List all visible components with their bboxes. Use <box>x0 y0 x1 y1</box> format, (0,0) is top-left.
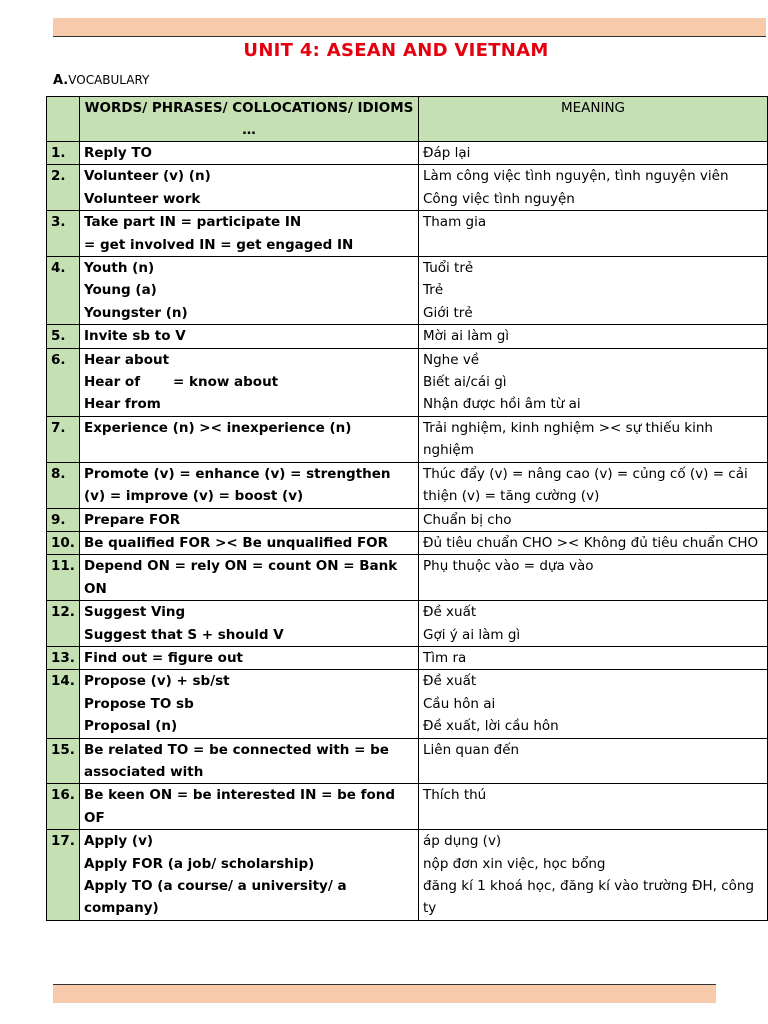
word-phrase: Hear about <box>84 351 170 368</box>
row-number: 5. <box>47 325 80 348</box>
word-phrase: Volunteer work <box>84 190 201 207</box>
word-phrase: Suggest Ving <box>84 604 186 621</box>
page-title: UNIT 4: ASEAN AND VIETNAM <box>243 40 549 61</box>
meaning-text: Liên quan đến <box>423 741 520 758</box>
section-letter: A. <box>53 73 69 88</box>
row-number: 17. <box>47 830 80 921</box>
meaning-cell <box>419 462 768 508</box>
meaning-cell <box>419 555 768 601</box>
word-phrase: Promote (v) = enhance (v) = strengthen (v) = improve (v) = boost (v) <box>84 465 396 505</box>
word-phrase: Youth (n) <box>84 260 155 277</box>
words-cell <box>80 257 419 325</box>
meaning-text: Nhận được hồi âm từ ai <box>423 396 581 413</box>
word-phrase: = get involved IN = get engaged IN <box>84 236 354 253</box>
meaning-text: đăng kí 1 khoá học, đăng kí vào trường ĐH, công ty <box>423 878 755 917</box>
words-cell <box>80 738 419 784</box>
meaning-text: Trẻ <box>423 282 444 299</box>
meaning-text: Tham gia <box>423 214 487 231</box>
table-row <box>47 165 768 211</box>
meaning-text: Gợi ý ai làm gì <box>423 626 521 643</box>
meaning-text: Tuổi trẻ <box>423 260 474 277</box>
word-phrase: Be qualified FOR >< Be unqualified FOR <box>84 534 389 551</box>
table-body <box>47 142 768 921</box>
meaning-text: Đề xuất <box>423 604 477 621</box>
words-cell <box>80 555 419 601</box>
section-heading <box>53 73 149 88</box>
table-row <box>47 325 768 348</box>
meaning-cell <box>419 531 768 554</box>
table-row <box>47 416 768 462</box>
row-number: 9. <box>47 508 80 531</box>
meaning-text: Đủ tiêu chuẩn CHO >< Không đủ tiêu chuẩn CHO <box>423 534 759 551</box>
meaning-text: Đề xuất, lời cầu hôn <box>423 718 559 735</box>
bottom-decorative-band <box>53 984 716 1003</box>
meaning-text: Tìm ra <box>423 649 467 666</box>
table-header-row <box>47 97 768 142</box>
meaning-cell <box>419 165 768 211</box>
word-phrase: Volunteer (v) (n) <box>84 168 211 185</box>
table-row <box>47 211 768 257</box>
number-header <box>47 97 80 142</box>
table-row <box>47 670 768 738</box>
words-cell <box>80 416 419 462</box>
word-phrase: Hear of = know about <box>84 374 279 391</box>
words-cell <box>80 601 419 647</box>
table-row <box>47 142 768 165</box>
row-number: 12. <box>47 601 80 647</box>
meaning-cell <box>419 830 768 921</box>
meaning-text: áp dụng (v) <box>423 833 502 850</box>
meaning-header: MEANING <box>419 97 768 142</box>
meaning-text: Chuẩn bị cho <box>423 511 512 528</box>
words-cell <box>80 830 419 921</box>
meaning-text: Trải nghiệm, kinh nghiệm >< sự thiếu kinh nghiệm <box>423 419 713 459</box>
word-phrase: Hear from <box>84 396 161 413</box>
meaning-cell <box>419 325 768 348</box>
row-number: 2. <box>47 165 80 211</box>
meaning-text: Mời ai làm gì <box>423 328 510 345</box>
row-number: 3. <box>47 211 80 257</box>
meaning-cell <box>419 601 768 647</box>
word-phrase: Propose (v) + sb/st <box>84 673 230 690</box>
word-phrase: Invite sb to V <box>84 328 186 345</box>
table-row <box>47 738 768 784</box>
word-phrase: Apply FOR (a job/ scholarship) <box>84 855 315 872</box>
word-phrase: Prepare FOR <box>84 511 181 528</box>
table-row <box>47 257 768 325</box>
meaning-text: Đáp lại <box>423 145 471 161</box>
words-header: WORDS/ PHRASES/ COLLOCATIONS/ IDIOMS … <box>80 97 419 142</box>
row-number: 15. <box>47 738 80 784</box>
word-phrase: Take part IN = participate IN <box>84 214 302 231</box>
words-cell <box>80 784 419 830</box>
words-cell <box>80 348 419 416</box>
row-number: 4. <box>47 257 80 325</box>
word-phrase: Apply TO (a course/ a university/ a company) <box>84 878 352 917</box>
table-row <box>47 462 768 508</box>
row-number: 6. <box>47 348 80 416</box>
meaning-text: Biết ai/cái gì <box>423 374 507 391</box>
meaning-cell <box>419 142 768 165</box>
table-row <box>47 555 768 601</box>
words-cell <box>80 508 419 531</box>
top-decorative-band <box>53 18 766 37</box>
row-number: 1. <box>47 142 80 165</box>
word-phrase: Be related TO = be connected with = be associated with <box>84 741 394 780</box>
meaning-cell <box>419 257 768 325</box>
meaning-text: Giới trẻ <box>423 304 473 321</box>
meaning-text: Cầu hôn ai <box>423 695 496 712</box>
word-phrase: Reply TO <box>84 145 153 161</box>
meaning-text: Phụ thuộc vào = dựa vào <box>423 558 594 575</box>
meaning-text: nộp đơn xin việc, học bổng <box>423 855 606 872</box>
meaning-text: Thúc đẩy (v) = nâng cao (v) = củng cố (v) = cải thiện (v) = tăng cường (v) <box>423 465 748 505</box>
words-cell <box>80 211 419 257</box>
meaning-cell <box>419 348 768 416</box>
vocabulary-table <box>46 96 768 921</box>
words-cell <box>80 531 419 554</box>
meaning-cell <box>419 670 768 738</box>
table-row <box>47 348 768 416</box>
words-cell <box>80 462 419 508</box>
table-row <box>47 601 768 647</box>
row-number: 8. <box>47 462 80 508</box>
word-phrase: Experience (n) >< inexperience (n) <box>84 419 352 436</box>
words-cell <box>80 165 419 211</box>
row-number: 14. <box>47 670 80 738</box>
meaning-cell <box>419 211 768 257</box>
meaning-text: Đề xuất <box>423 673 477 690</box>
word-phrase: Propose TO sb <box>84 695 194 712</box>
row-number: 11. <box>47 555 80 601</box>
meaning-text: Công việc tình nguyện <box>423 190 575 207</box>
row-number: 7. <box>47 416 80 462</box>
table-row <box>47 784 768 830</box>
row-number: 16. <box>47 784 80 830</box>
word-phrase: Depend ON = rely ON = count ON = Bank ON <box>84 558 402 597</box>
meaning-text: Nghe về <box>423 351 480 368</box>
word-phrase: Young (a) <box>84 282 157 299</box>
meaning-cell <box>419 784 768 830</box>
meaning-text: Làm công việc tình nguyện, tình nguyện viên <box>423 168 729 185</box>
word-phrase: Suggest that S + should V <box>84 626 284 643</box>
meaning-cell <box>419 738 768 784</box>
words-cell <box>80 670 419 738</box>
table-row <box>47 531 768 554</box>
word-phrase: Apply (v) <box>84 833 154 850</box>
meaning-cell <box>419 508 768 531</box>
word-phrase: Youngster (n) <box>84 304 188 321</box>
meaning-cell <box>419 416 768 462</box>
row-number: 13. <box>47 646 80 669</box>
word-phrase: Be keen ON = be interested IN = be fond OF <box>84 787 400 826</box>
words-cell <box>80 325 419 348</box>
table-row <box>47 830 768 921</box>
meaning-text: Thích thú <box>423 787 487 804</box>
words-cell <box>80 646 419 669</box>
words-cell <box>80 142 419 165</box>
section-label: VOCABULARY <box>68 73 150 87</box>
meaning-cell <box>419 646 768 669</box>
word-phrase: Find out = figure out <box>84 649 244 666</box>
table-row <box>47 646 768 669</box>
table-row <box>47 508 768 531</box>
row-number: 10. <box>47 531 80 554</box>
word-phrase: Proposal (n) <box>84 718 178 735</box>
